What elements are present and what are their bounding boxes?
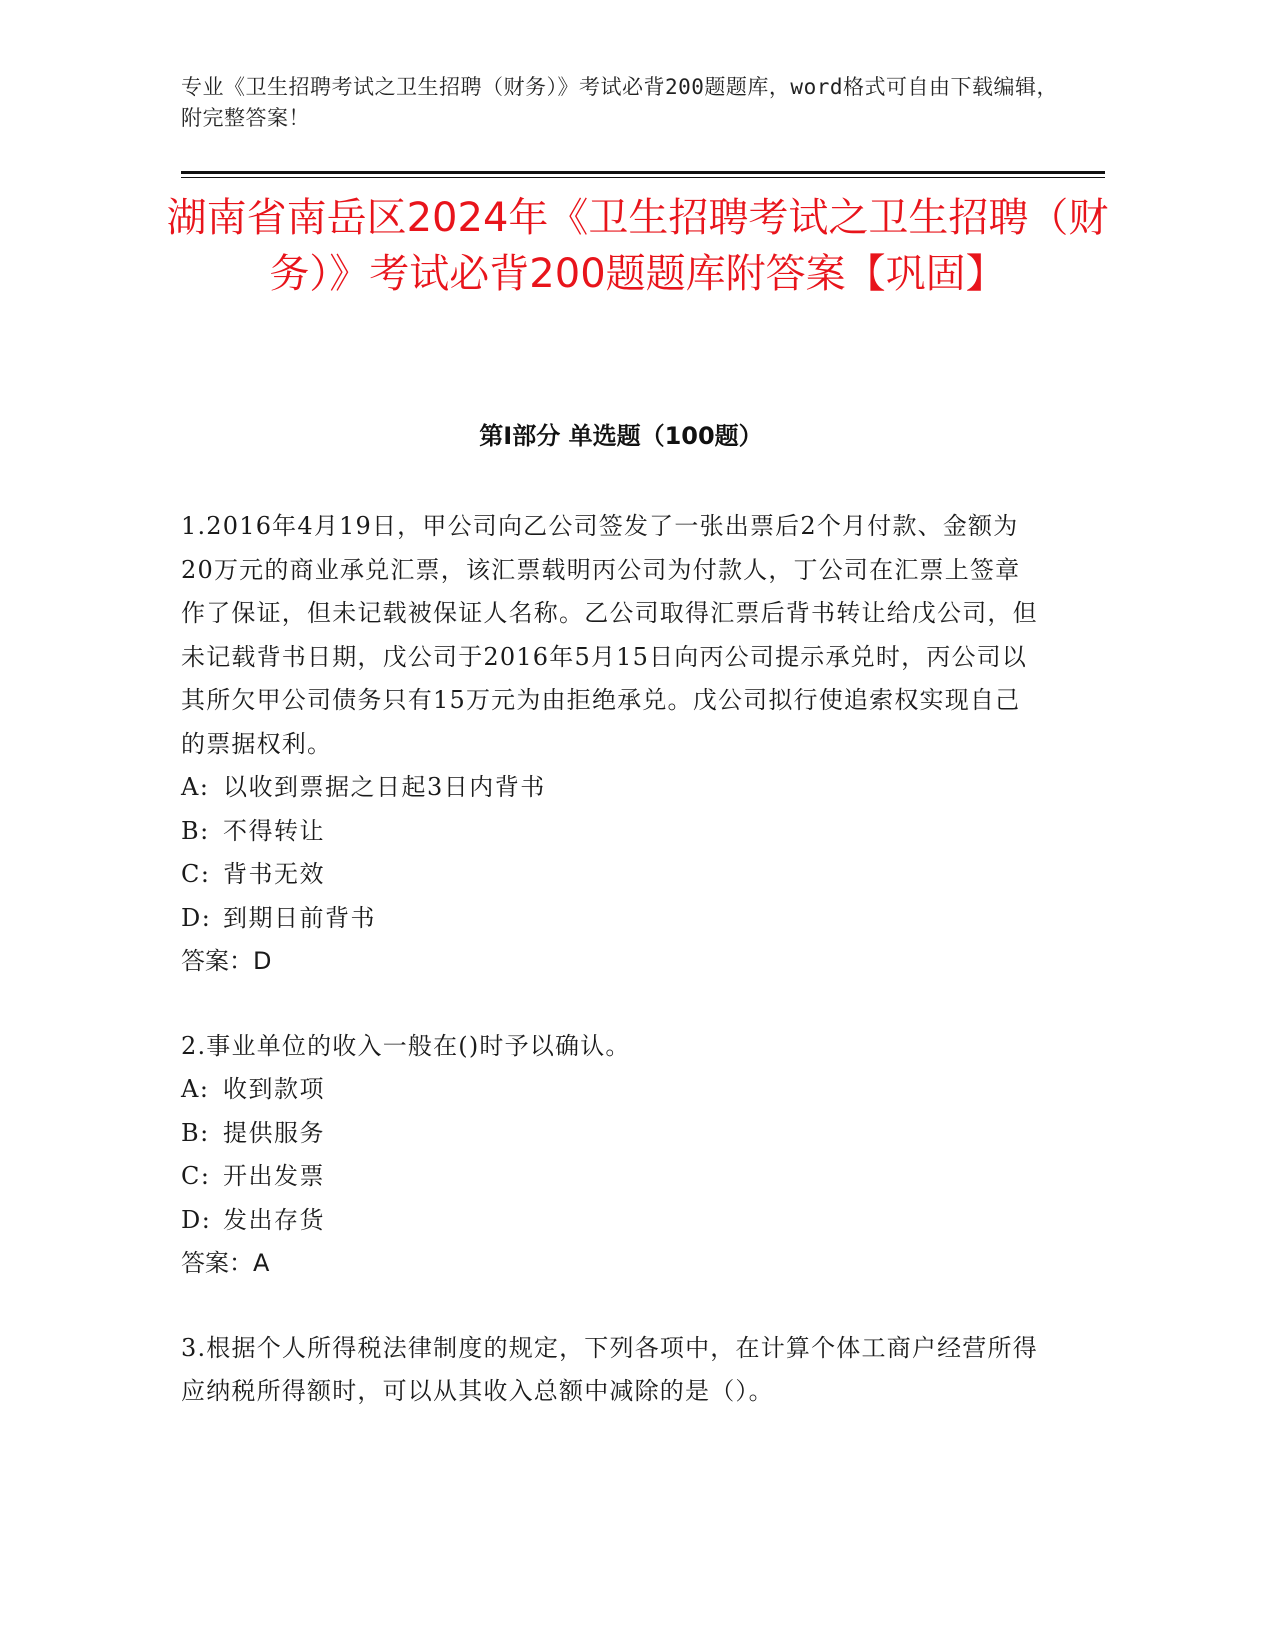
option-text: 发出存货 (223, 1205, 325, 1234)
header-note: 专业《卫生招聘考试之卫生招聘（财务）》考试必背200题题库，word格式可自由下载编辑，附完整答案！ (181, 75, 1058, 130)
option-text: 到期日前背书 (223, 903, 376, 932)
option-c (181, 853, 1041, 897)
answer: 答案：D (181, 947, 272, 975)
option-text: 开出发票 (223, 1162, 325, 1190)
option-b (181, 810, 1041, 854)
document-title: 湖南省南岳区2024年《卫生招聘考试之卫生招聘（财务）》考试必背200题题库附答案【巩固】 (166, 195, 1109, 297)
option-letter: B: (181, 816, 210, 845)
option-b (181, 1112, 1041, 1156)
option-d (181, 897, 1041, 941)
header-divider-thick (181, 171, 1105, 174)
option-letter: A: (181, 773, 210, 801)
option-d (181, 1199, 1041, 1243)
option-letter: A: (181, 1075, 210, 1103)
question-stem: 1.2016年4月19日，甲公司向乙公司签发了一张出票后2个月付款、金额为20万元的商业承兑汇票，该汇票载明丙公司为付款人，丁公司在汇票上签章作了保证，但未记载被保证人名称。乙公司取得汇票后背书转让给戊公司，但未记载背书日期，戊公司于2016年5月15日向丙公司提示承兑时，丙公司以其所欠甲公司债务只有15万元为由拒绝承兑。戊公司拟行使追索权实现自己的票据权利。 (181, 512, 1038, 758)
section-title: 第I部分 单选题（100题） (479, 422, 763, 450)
question-list (181, 505, 1041, 1455)
question-3 (181, 1327, 1041, 1414)
option-letter: B: (181, 1118, 210, 1147)
option-a (181, 1068, 1041, 1112)
option-letter: D: (181, 1205, 212, 1234)
option-text: 背书无效 (223, 860, 325, 888)
option-letter: C: (181, 1162, 211, 1190)
option-a (181, 766, 1041, 810)
option-text: 以收到票据之日起3日内背书 (223, 773, 546, 801)
option-text: 不得转让 (223, 816, 325, 845)
option-text: 提供服务 (223, 1118, 325, 1147)
question-stem: 3.根据个人所得税法律制度的规定，下列各项中，在计算个体工商户经营所得应纳税所得额时，可以从其收入总额中减除的是（）。 (181, 1333, 1038, 1405)
option-letter: C: (181, 860, 211, 888)
option-text: 收到款项 (223, 1075, 325, 1103)
answer: 答案：A (181, 1249, 270, 1277)
question-2 (181, 1025, 1041, 1286)
question-1 (181, 505, 1041, 984)
option-c (181, 1155, 1041, 1199)
header-divider-thin (181, 177, 1105, 178)
question-stem: 2.事业单位的收入一般在()时予以确认。 (181, 1031, 631, 1060)
option-letter: D: (181, 903, 212, 932)
